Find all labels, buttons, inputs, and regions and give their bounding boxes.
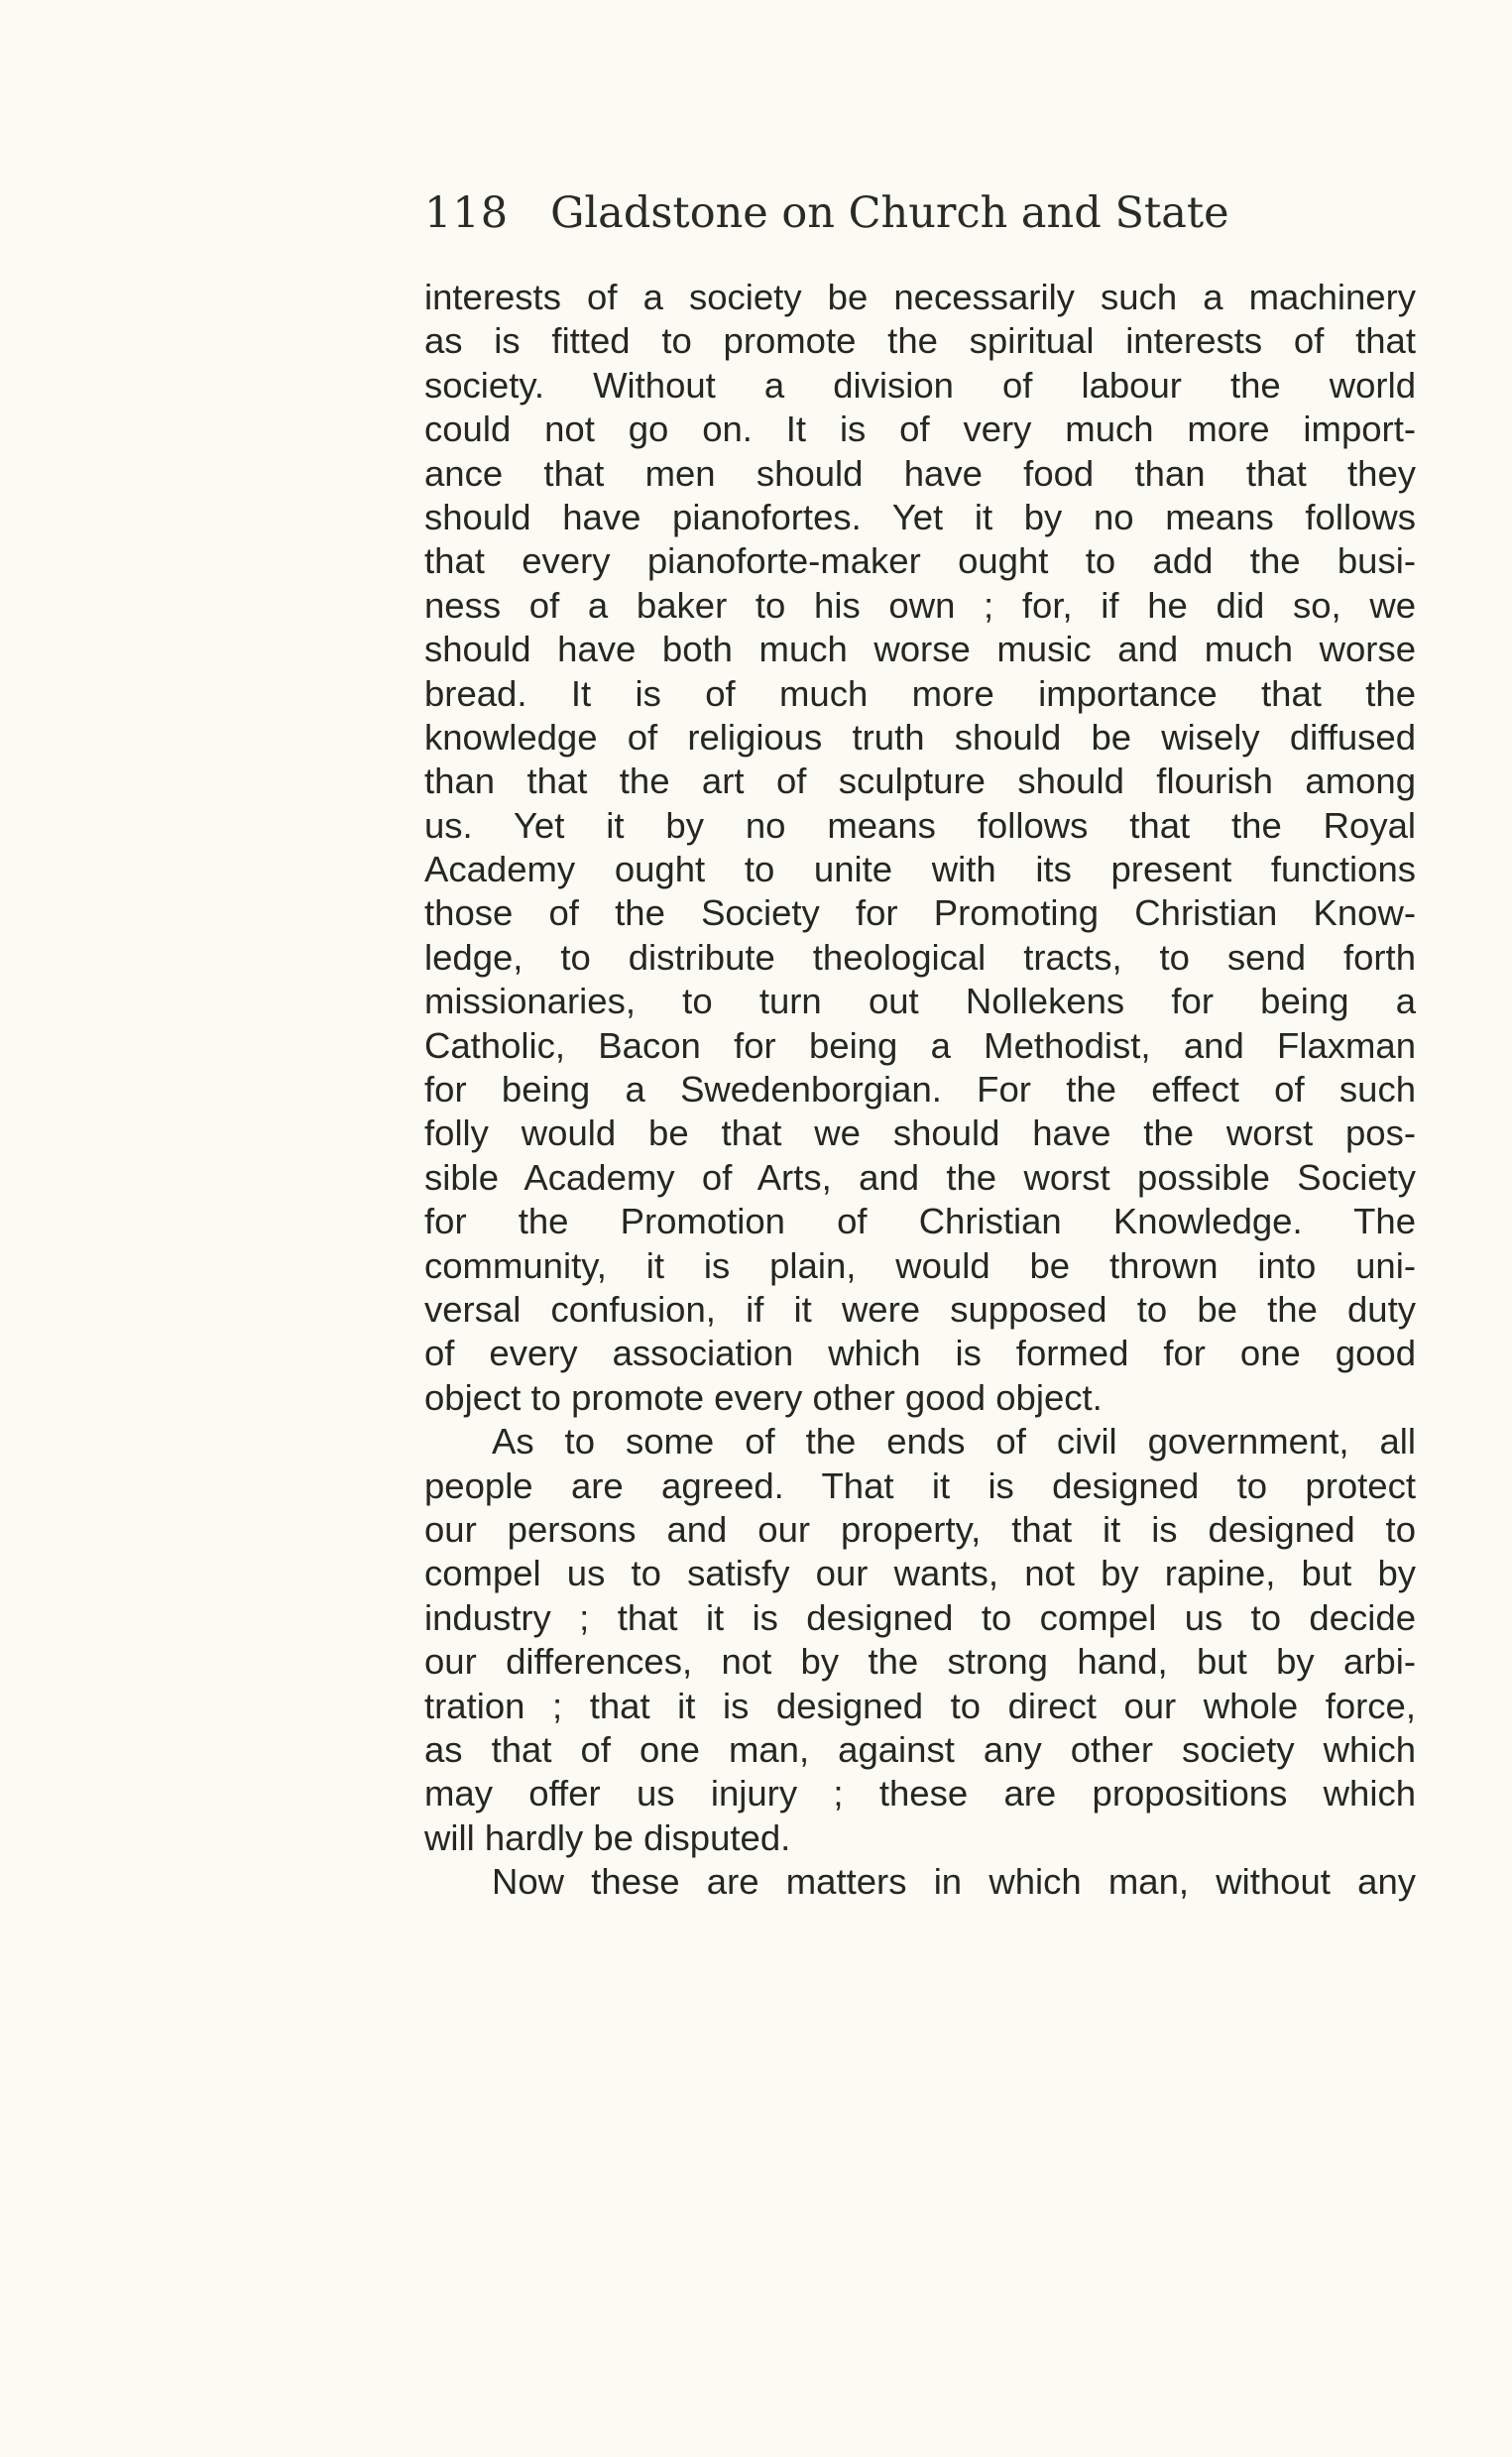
- text-line: folly would be that we should have the worst pos-: [424, 1112, 1416, 1154]
- text-line: may offer us injury ; these are propositions which: [424, 1773, 1416, 1814]
- text-line: ance that men should have food than that they: [424, 452, 1416, 494]
- running-head: [424, 188, 1416, 248]
- text-line: could not go on. It is of very much more import-: [424, 409, 1416, 450]
- text-line: ledge, to distribute theological tracts, to send forth: [424, 936, 1416, 978]
- text-line: interests of a society be necessarily such a machinery: [424, 277, 1416, 317]
- text-line: should have pianofortes. Yet it by no means follows: [424, 496, 1416, 537]
- running-title: Gladstone on Church and State: [550, 188, 1229, 238]
- text-line: Catholic, Bacon for being a Methodist, and Flaxman: [424, 1024, 1416, 1066]
- text-line: people are agreed. That it is designed to protect: [424, 1464, 1416, 1506]
- text-line: that every pianoforte-maker ought to add the busi-: [424, 540, 1416, 582]
- text-line: knowledge of religious truth should be wisely diffused: [424, 716, 1416, 758]
- text-line: society. Without a division of labour the world: [424, 364, 1416, 406]
- text-line: our differences, not by the strong hand, but by arbi-: [424, 1641, 1416, 1683]
- text-line: industry ; that it is designed to compel us to decide: [424, 1596, 1416, 1638]
- text-line: As to some of the ends of civil government, all: [492, 1421, 1416, 1462]
- text-line: community, it is plain, would be thrown into uni-: [424, 1244, 1416, 1286]
- text-line: as that of one man, against any other society which: [424, 1728, 1416, 1770]
- text-line: compel us to satisfy our wants, not by rapine, but by: [424, 1553, 1416, 1594]
- text-line: missionaries, to turn out Nollekens for being a: [424, 981, 1416, 1022]
- text-line: should have both much worse music and much worse: [424, 629, 1416, 670]
- text-line: our persons and our property, that it is designed to: [424, 1508, 1416, 1550]
- text-line: sible Academy of Arts, and the worst possible Society: [424, 1156, 1416, 1198]
- text-line: Academy ought to unite with its present functions: [424, 849, 1416, 890]
- text-line: object to promote every other good object.: [424, 1376, 1103, 1418]
- text-line: than that the art of sculpture should flourish among: [424, 760, 1416, 802]
- text-line: versal confusion, if it were supposed to be the duty: [424, 1288, 1416, 1330]
- text-line: for the Promotion of Christian Knowledge. The: [424, 1201, 1416, 1242]
- text-line: as is fitted to promote the spiritual interests of that: [424, 320, 1416, 362]
- text-line: us. Yet it by no means follows that the Royal: [424, 804, 1416, 846]
- text-line: for being a Swedenborgian. For the effect of such: [424, 1069, 1416, 1111]
- text-line: bread. It is of much more importance that the: [424, 672, 1416, 714]
- page-number: 118: [424, 188, 510, 238]
- text-line: will hardly be disputed.: [424, 1816, 791, 1858]
- text-line: those of the Society for Promoting Christian Know-: [424, 892, 1416, 934]
- body-text: [424, 276, 1416, 1904]
- text-line: ness of a baker to his own ; for, if he did so, we: [424, 584, 1416, 626]
- text-line: tration ; that it is designed to direct our whole force,: [424, 1685, 1416, 1726]
- text-line: Now these are matters in which man, without any: [492, 1861, 1416, 1903]
- text-line: of every association which is formed for one good: [424, 1333, 1416, 1374]
